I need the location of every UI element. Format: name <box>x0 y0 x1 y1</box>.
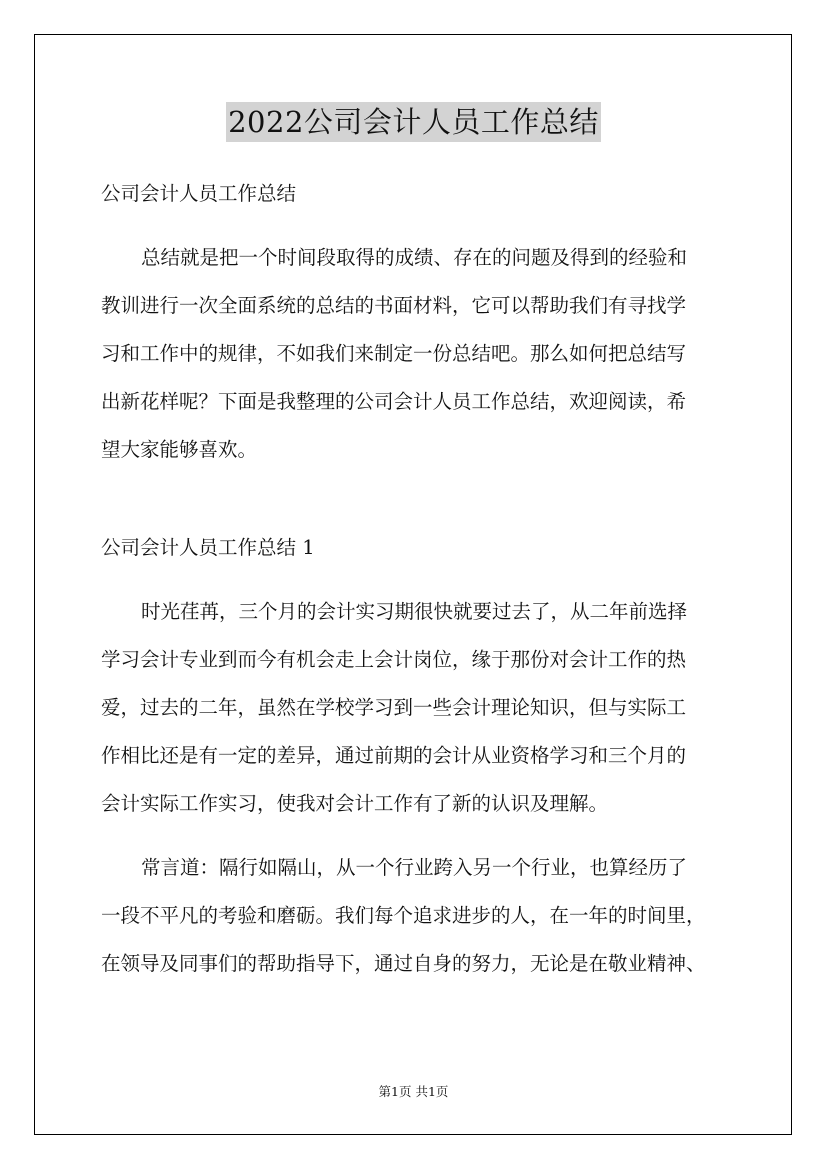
text-line: 总结就是把一个时间段取得的成绩、存在的问题及得到的经验和 <box>141 246 688 269</box>
text-line: 出新花样呢？下面是我整理的公司会计人员工作总结，欢迎阅读，希 <box>101 390 687 413</box>
text-line: 爱，过去的二年，虽然在学校学习到一些会计理论知识，但与实际工 <box>101 696 687 719</box>
document-title: 2022公司会计人员工作总结 <box>226 102 601 142</box>
intro-paragraph <box>101 234 741 474</box>
text-line: 常言道：隔行如隔山，从一个行业跨入另一个行业，也算经历了 <box>141 856 688 879</box>
text-line: 在领导及同事们的帮助指导下，通过自身的努力，无论是在敬业精神、 <box>101 952 706 975</box>
title-container <box>0 102 827 142</box>
text-line: 作相比还是有一定的差异，通过前期的会计从业资格学习和三个月的 <box>101 744 687 767</box>
text-line: 教训进行一次全面系统的总结的书面材料，它可以帮助我们有寻找学 <box>101 294 687 317</box>
section1-heading: 公司会计人员工作总结 1 <box>101 536 315 559</box>
page-footer <box>0 1082 827 1102</box>
document-body <box>101 170 741 988</box>
intro-heading: 公司会计人员工作总结 <box>101 182 297 205</box>
page-number: 第1页 共1页 <box>378 1084 449 1099</box>
text-line: 望大家能够喜欢。 <box>101 438 258 461</box>
text-line: 时光荏苒，三个月的会计实习期很快就要过去了，从二年前选择 <box>141 600 688 623</box>
section1-paragraph-2 <box>101 844 741 988</box>
text-line: 习和工作中的规律，不如我们来制定一份总结吧。那么如何把总结写 <box>101 342 687 365</box>
text-line: 会计实际工作实习，使我对会计工作有了新的认识及理解。 <box>101 792 609 815</box>
section1-paragraph-1 <box>101 588 741 828</box>
text-line: 学习会计专业到而今有机会走上会计岗位，缘于那份对会计工作的热 <box>101 648 687 671</box>
text-line: 一段不平凡的考验和磨砺。我们每个追求进步的人，在一年的时间里， <box>101 904 706 927</box>
